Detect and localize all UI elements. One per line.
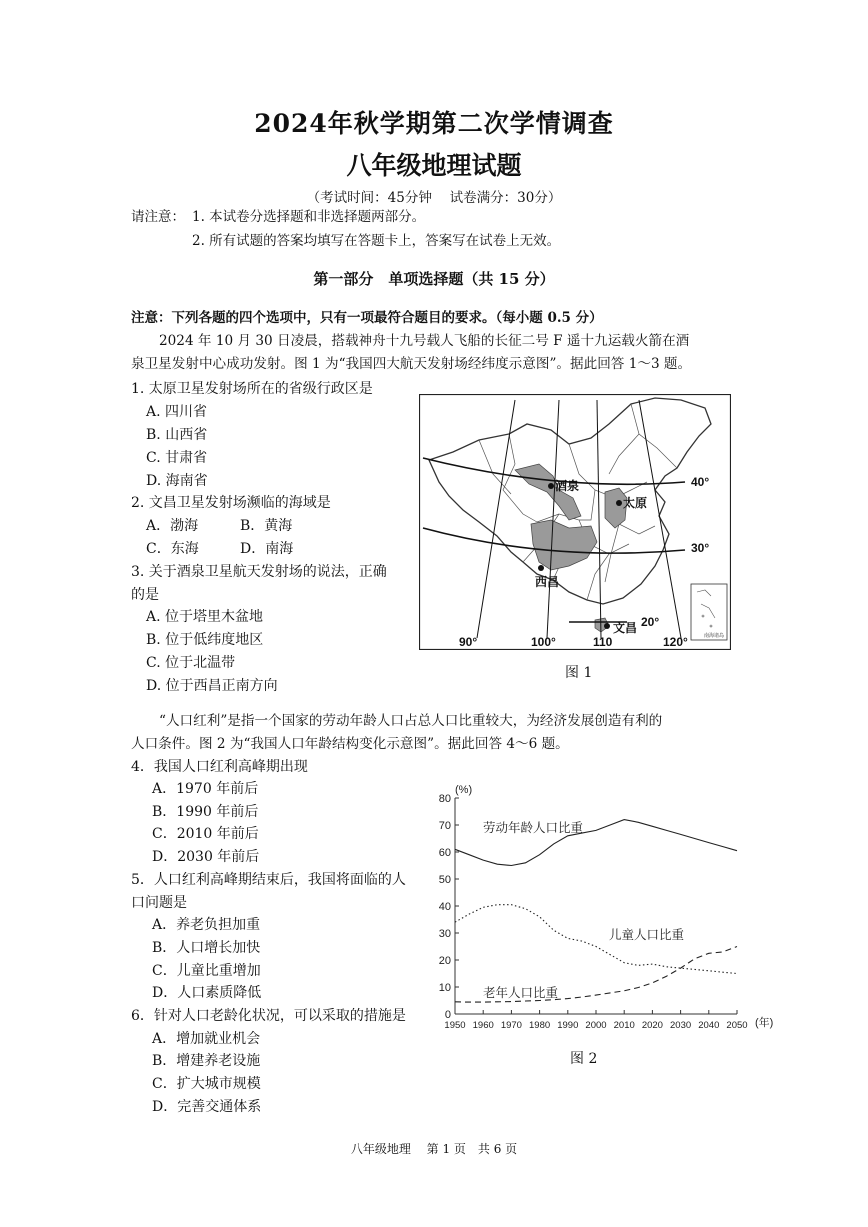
y-tick-label: 50: [438, 874, 451, 886]
q1-option-c: C. 甘肃省: [146, 450, 208, 466]
lon-label-120: 120°: [663, 635, 688, 649]
question-5-stem: 5．人口红利高峰期结束后，我国将面临的人: [131, 872, 406, 888]
q4-option-d: D．2030 年前后: [152, 849, 260, 865]
q4-option-a: A．1970 年前后: [152, 781, 259, 797]
taiyuan-dot: [616, 500, 622, 506]
q2-option-a: A．渤海: [146, 518, 199, 534]
x-tick-label: 1990: [557, 1020, 579, 1031]
x-tick-label: 1960: [472, 1020, 494, 1031]
question-1-stem: 1. 太原卫星发射场所在的省级行政区是: [131, 381, 373, 397]
passage2-line2: 人口条件。图 2 为“我国人口年龄结构变化示意图”。据此回答 4～6 题。: [131, 736, 569, 752]
y-tick-label: 30: [438, 928, 451, 940]
lat-label-20: 20°: [641, 615, 660, 629]
passage2-line1: “人口红利”是指一个国家的劳动年龄人口占总人口比重较大，为经济发展创造有利的: [159, 713, 663, 729]
page-footer: 八年级地理 第 1 页 共 6 页: [350, 1142, 518, 1156]
figure-1-map: [419, 394, 731, 650]
q3-option-a: A. 位于塔里木盆地: [146, 609, 264, 625]
y-tick-label: 60: [438, 847, 451, 859]
exam-info: （考试时间：45分钟 试卷满分：30分）: [306, 190, 562, 206]
y-tick-label: 40: [438, 901, 451, 913]
y-tick-label: 0: [444, 1009, 451, 1021]
series-line-1: [455, 905, 737, 974]
q5-option-a: A．养老负担加重: [152, 917, 261, 933]
y-unit-label: (%): [455, 784, 473, 796]
q5-option-d: D．人口素质降低: [152, 985, 262, 1001]
q6-option-d: D．完善交通体系: [152, 1099, 262, 1115]
lat-label-40: 40°: [691, 475, 710, 489]
lon-label-90: 90°: [459, 635, 478, 649]
series-label-children: 儿童人口比重: [609, 928, 685, 942]
city-label-taiyuan: 太原: [623, 496, 648, 510]
x-unit-label: (年): [755, 1017, 774, 1029]
q6-option-b: B．增建养老设施: [152, 1053, 261, 1069]
note-1: 1. 本试卷分选择题和非选择题两部分。: [192, 209, 426, 225]
figure-2-caption: 图 2: [570, 1051, 598, 1067]
exam-subject: 八年级地理试题: [346, 151, 522, 180]
jiuquan-dot: [548, 483, 554, 489]
q1-option-d: D. 海南省: [146, 473, 208, 489]
q3-option-d: D. 位于西昌正南方向: [146, 678, 278, 694]
x-tick-label: 2020: [641, 1020, 663, 1031]
figure-2-chart: [425, 778, 785, 1040]
question-5-stem-cont: 口问题是: [131, 895, 187, 911]
question-3-stem: 3. 关于酒泉卫星航天发射场的说法，正确: [131, 564, 387, 580]
q5-option-c: C．儿童比重增加: [152, 963, 261, 979]
q6-option-a: A．增加就业机会: [152, 1031, 261, 1047]
q1-option-a: A. 四川省: [146, 404, 208, 420]
q2-option-b: B．黄海: [240, 518, 293, 534]
wenchang-dot: [604, 623, 610, 629]
q5-option-b: B．人口增长加快: [152, 940, 261, 956]
inset-label: 南海诸岛: [704, 633, 725, 639]
exam-title: 2024年秋学期第二次学情调查: [254, 109, 614, 138]
y-tick-label: 70: [438, 820, 451, 832]
figure-1-caption: 图 1: [565, 665, 593, 681]
question-3-stem-cont: 的是: [131, 587, 159, 603]
q4-option-c: C．2010 年前后: [152, 826, 259, 842]
note-2: 2. 所有试题的答案均填写在答题卡上，答案写在试卷上无效。: [192, 233, 561, 249]
x-tick-label: 1980: [529, 1020, 551, 1031]
series-label-elderly: 老年人口比重: [483, 986, 559, 1000]
q6-option-c: C．扩大城市规模: [152, 1076, 261, 1092]
series-label-working: 劳动年龄人口比重: [483, 821, 584, 835]
x-tick-label: 1970: [500, 1020, 522, 1031]
lon-label-110: 110: [593, 635, 613, 649]
city-label-xichang: 西昌: [535, 575, 560, 589]
south-sea-inset: [691, 584, 727, 640]
x-tick-label: 2040: [698, 1020, 720, 1031]
q3-option-b: B. 位于低纬度地区: [146, 632, 264, 648]
q1-option-b: B. 山西省: [146, 427, 208, 443]
question-2-stem: 2. 文昌卫星发射场濒临的海域是: [131, 495, 331, 511]
x-tick-label: 2030: [670, 1020, 692, 1031]
q3-option-c: C. 位于北温带: [146, 655, 236, 671]
q4-option-b: B．1990 年前后: [152, 804, 259, 820]
section-title: 第一部分 单项选择题（共 15 分）: [313, 270, 555, 288]
passage1-line1: 2024 年 10 月 30 日凌晨，搭载神舟十九号载人飞船的长征二号 F 遥十九运载火箭在酒: [159, 333, 690, 349]
question-6-stem: 6．针对人口老龄化状况，可以采取的措施是: [131, 1008, 406, 1024]
x-tick-label: 2010: [613, 1020, 635, 1031]
x-tick-label: 2050: [726, 1020, 748, 1031]
xichang-dot: [538, 565, 544, 571]
lon-label-100: 100°: [531, 635, 556, 649]
y-tick-label: 20: [438, 955, 451, 967]
y-tick-label: 10: [438, 982, 451, 994]
q2-option-d: D．南海: [240, 541, 294, 557]
x-tick-label: 1950: [444, 1020, 466, 1031]
y-tick-label: 80: [438, 793, 451, 805]
lat-label-30: 30°: [691, 541, 710, 555]
question-4-stem: 4．我国人口红利高峰期出现: [131, 759, 308, 775]
x-tick-label: 2000: [585, 1020, 607, 1031]
city-label-jiuquan: 酒泉: [555, 479, 580, 493]
notes-label: 请注意：: [131, 209, 185, 225]
q2-option-c: C．东海: [146, 541, 199, 557]
passage1-line2: 泉卫星发射中心成功发射。图 1 为“我国四大航天发射场经纬度示意图”。据此回答 1～3 题。: [131, 356, 692, 372]
city-label-wenchang: 文昌: [613, 621, 638, 635]
section-notice: 注意：下列各题的四个选项中，只有一项最符合题目的要求。（每小题 0.5 分）: [131, 310, 603, 326]
